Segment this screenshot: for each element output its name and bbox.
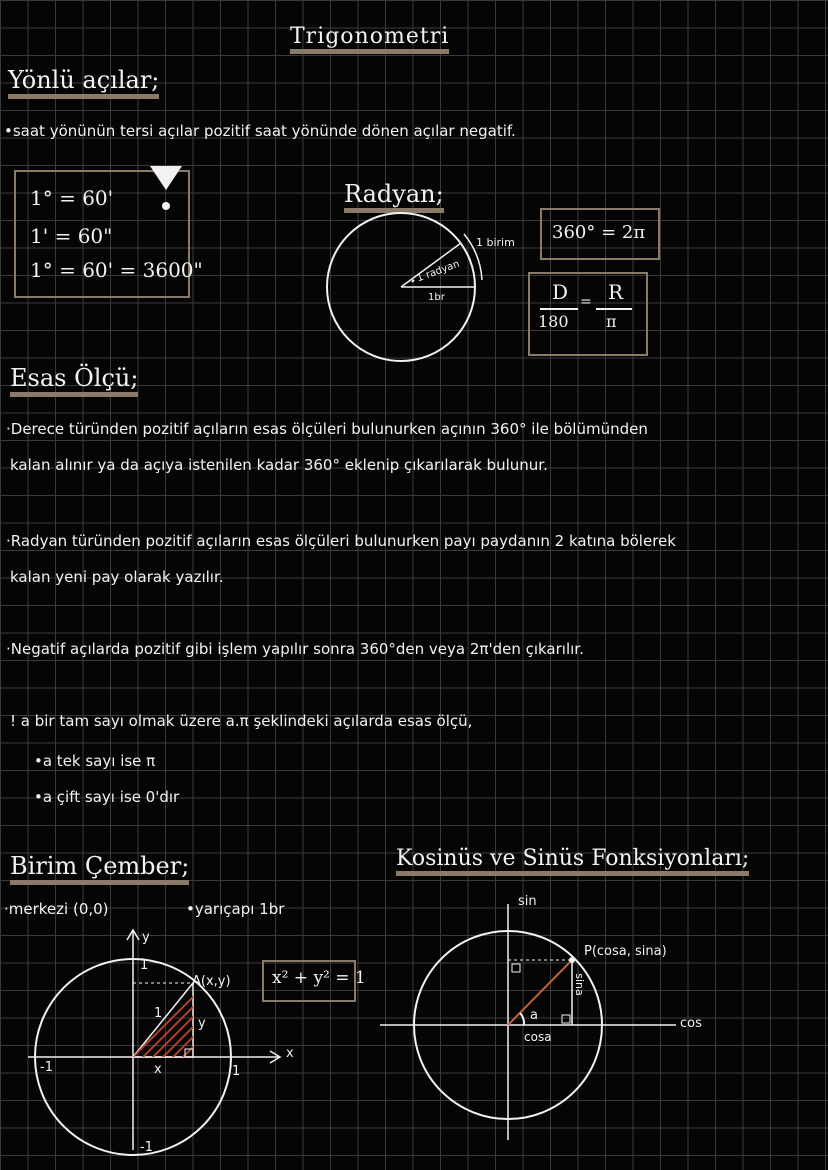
esas-p3: ·Negatif açılarda pozitif gibi işlem yapılır sonra 360°den veya 2π'den çıkarılır. — [6, 640, 584, 658]
uc-label-one-right: 1 — [232, 1064, 241, 1079]
sc-label-sina: sina — [572, 973, 586, 996]
esas-p1-l1: ·Derece türünden pozitif açıların esas ölçüleri bulunurken açının 360° ile bölümünden — [6, 420, 648, 438]
frac-r-den: π — [606, 312, 617, 331]
birim-yaricap: •yarıçapı 1br — [186, 900, 285, 918]
birim-merkez: ·merkezi (0,0) — [4, 900, 109, 918]
esas-p1-l2: kalan alınır ya da açıya istenilen kadar 360° eklenip çıkarılarak bulunur. — [10, 456, 548, 474]
esas-heading: Esas Ölçü; — [10, 364, 138, 397]
frac-d-line — [540, 308, 578, 310]
label-radyan: 1 radyan — [415, 258, 462, 285]
label-br: 1br — [428, 292, 445, 303]
sin-cos-diagram — [376, 900, 706, 1140]
esas-p2-l1: ·Radyan türünden pozitif açıların esas ölçüleri bulunurken payı paydanın 2 katına bölerek — [6, 532, 676, 550]
degree-line-3: 1° = 60' = 3600" — [30, 258, 203, 282]
degree-line-1: 1° = 60' — [30, 186, 114, 210]
esas-p4: ! a bir tam sayı olmak üzere a.π şeklindeki açılarda esas ölçü, — [10, 712, 473, 730]
uc-label-y: y — [142, 930, 150, 945]
uc-label-one-top: 1 — [140, 958, 149, 973]
sc-label-cosa: cosa — [524, 1030, 552, 1044]
esas-p4-b: •a çift sayı ise 0'dır — [34, 788, 180, 806]
birim-heading: Birim Çember; — [10, 852, 189, 885]
frac-equals: = — [580, 294, 592, 310]
uc-label-point: A(x,y) — [192, 974, 231, 989]
yonlu-heading: Yönlü açılar; — [8, 66, 159, 99]
kosinus-heading: Kosinüs ve Sinüs Fonksiyonları; — [396, 846, 749, 876]
uc-label-hyp: 1 — [154, 1006, 163, 1021]
radyan-circle-diagram — [326, 210, 506, 370]
uc-label-leg-y: y — [198, 1016, 206, 1031]
frac-r-num: R — [608, 280, 624, 304]
sc-label-sin: sin — [518, 894, 537, 909]
uc-label-minus-one-bottom: -1 — [140, 1140, 153, 1155]
sc-label-point: P(cosa, sina) — [584, 944, 667, 959]
label-birim: 1 birim — [476, 236, 515, 249]
unit-circle-diagram — [20, 920, 300, 1160]
yonlu-line: •saat yönünün tersi açılar pozitif saat yönünde dönen açılar negatif. — [4, 122, 516, 140]
radyan-formula-1: 360° = 2π — [552, 222, 646, 243]
uc-label-leg-x: x — [154, 1062, 162, 1077]
frac-d-den: 180 — [538, 312, 569, 331]
uc-label-x: x — [286, 1046, 294, 1061]
esas-p2-l2: kalan yeni pay olarak yazılır. — [10, 568, 224, 586]
sc-label-angle: a — [530, 1008, 538, 1023]
frac-r-line — [596, 308, 632, 310]
sc-label-cos: cos — [680, 1016, 702, 1031]
page-title: Trigonometri — [290, 24, 449, 54]
unit-circle-formula: x² + y² = 1 — [272, 968, 366, 988]
radyan-heading: Radyan; — [344, 180, 444, 213]
degree-line-2: 1' = 60" — [30, 224, 113, 248]
esas-p4-a: •a tek sayı ise π — [34, 752, 156, 770]
frac-d-num: D — [552, 280, 569, 304]
uc-label-minus-one-left: -1 — [40, 1060, 53, 1075]
triangle-icon — [146, 162, 186, 212]
